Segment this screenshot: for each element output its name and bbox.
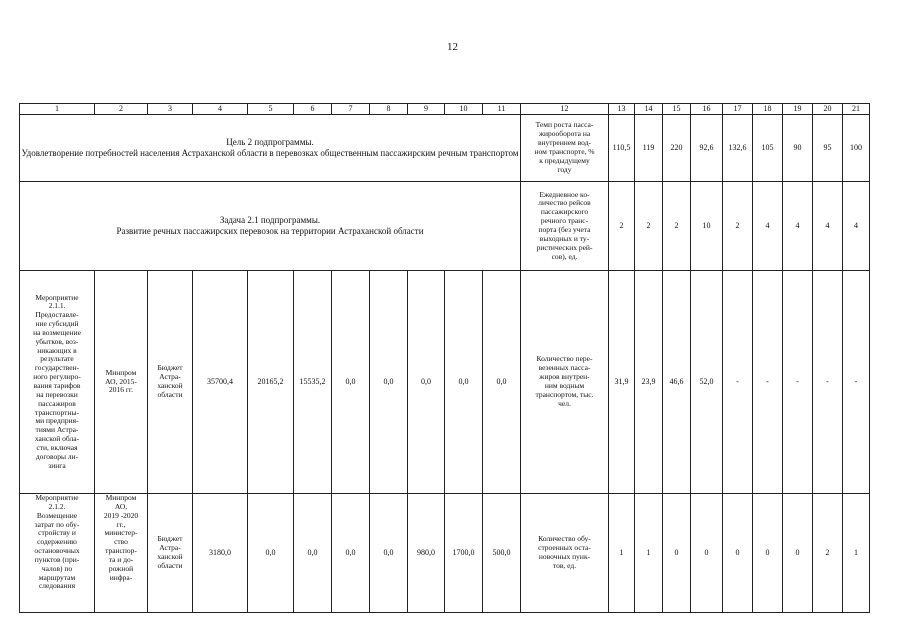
activity-amount: 0,0 bbox=[445, 271, 483, 494]
header-cell: 6 bbox=[294, 104, 332, 115]
activity-source: Бюджет Астра- ханской области bbox=[148, 494, 193, 613]
activity-source: Бюджет Астра- ханской области bbox=[148, 271, 193, 494]
activity-value: - bbox=[753, 271, 783, 494]
task-value: 4 bbox=[753, 182, 783, 271]
goal-value: 132,6 bbox=[723, 115, 753, 182]
header-cell: 21 bbox=[843, 104, 870, 115]
task-value: 4 bbox=[843, 182, 870, 271]
header-cell: 19 bbox=[783, 104, 813, 115]
goal-row bbox=[20, 115, 870, 182]
activity-value: 46,6 bbox=[663, 271, 691, 494]
page-number: 12 bbox=[447, 41, 458, 53]
activity-amount: 15535,2 bbox=[294, 271, 332, 494]
activity-amount: 500,0 bbox=[483, 494, 521, 613]
activity-value: 2 bbox=[813, 494, 843, 613]
goal-title: Цель 2 подпрограммы. Удовлетворение потребностей населения Астраханской области в перевозках общественным пассажирским речным транспортом bbox=[20, 115, 521, 182]
task-value: 2 bbox=[609, 182, 635, 271]
activity-value: - bbox=[783, 271, 813, 494]
header-row bbox=[20, 104, 870, 115]
activity-value: 1 bbox=[635, 494, 663, 613]
activity-value: 0 bbox=[691, 494, 723, 613]
activity-row bbox=[20, 494, 870, 613]
activity-name: Мероприятие 2.1.2. Возмещение затрат по обу- стройству и содержению остановочных пунктов (при- чалов) по маршрутам следования bbox=[20, 494, 95, 613]
activity-amount: 0,0 bbox=[332, 271, 370, 494]
header-cell: 16 bbox=[691, 104, 723, 115]
header-cell: 17 bbox=[723, 104, 753, 115]
header-cell: 1 bbox=[20, 104, 95, 115]
goal-value: 119 bbox=[635, 115, 663, 182]
activity-value: 23,9 bbox=[635, 271, 663, 494]
goal-value: 95 bbox=[813, 115, 843, 182]
task-value: 2 bbox=[663, 182, 691, 271]
activity-amount: 0,0 bbox=[332, 494, 370, 613]
task-value: 10 bbox=[691, 182, 723, 271]
activity-name: Мероприятие 2.1.1. Предоставле- ние субсидий на возмещение убытков, воз- никающих в результате государствен- ного регулиро- вания тарифов на перевозки пассажиров транспортны- ми предприя- тиями Астра- ханской обла- сти, включая договоры ли- зинга bbox=[20, 271, 95, 494]
header-cell: 4 bbox=[193, 104, 248, 115]
activity-value: 52,0 bbox=[691, 271, 723, 494]
task-value: 2 bbox=[723, 182, 753, 271]
activity-amount: 980,0 bbox=[408, 494, 445, 613]
header-cell: 18 bbox=[753, 104, 783, 115]
goal-value: 92,6 bbox=[691, 115, 723, 182]
activity-amount: 0,0 bbox=[483, 271, 521, 494]
header-cell: 15 bbox=[663, 104, 691, 115]
header-cell: 3 bbox=[148, 104, 193, 115]
activity-value: 0 bbox=[723, 494, 753, 613]
activity-amount: 1700,0 bbox=[445, 494, 483, 613]
activity-value: - bbox=[723, 271, 753, 494]
activity-value: 31,9 bbox=[609, 271, 635, 494]
task-value: 4 bbox=[813, 182, 843, 271]
activity-value: 1 bbox=[843, 494, 870, 613]
goal-value: 105 bbox=[753, 115, 783, 182]
goal-value: 110,5 bbox=[609, 115, 635, 182]
activity-value: - bbox=[843, 271, 870, 494]
goal-indicator: Темп роста пасса- жирооборота на внутреннем вод- ном транспорте, % к предыдущему году bbox=[521, 115, 609, 182]
goal-value: 220 bbox=[663, 115, 691, 182]
activity-amount: 0,0 bbox=[370, 271, 408, 494]
header-cell: 20 bbox=[813, 104, 843, 115]
activity-executor: Минпром АО, 2019 -2020 гг., министер- ство транспор- та и до- рожной инфра- bbox=[95, 494, 148, 613]
activity-indicator: Количество обу- строенных оста- новочных пунк- тов, ед. bbox=[521, 494, 609, 613]
activity-amount: 0,0 bbox=[294, 494, 332, 613]
header-cell: 8 bbox=[370, 104, 408, 115]
activity-amount: 0,0 bbox=[248, 494, 294, 613]
goal-value: 100 bbox=[843, 115, 870, 182]
header-cell: 11 bbox=[483, 104, 521, 115]
task-indicator: Ежедневное ко- личество рейсов пассажирского речного транс- порта (без учета выходных и ту- ристических рей- сов), ед. bbox=[521, 182, 609, 271]
activity-amount: 0,0 bbox=[370, 494, 408, 613]
activity-amount: 0,0 bbox=[408, 271, 445, 494]
activity-amount: 35700,4 bbox=[193, 271, 248, 494]
activity-amount: 20165,2 bbox=[248, 271, 294, 494]
activity-value: 0 bbox=[663, 494, 691, 613]
activity-row bbox=[20, 271, 870, 494]
header-cell: 13 bbox=[609, 104, 635, 115]
header-cell: 7 bbox=[332, 104, 370, 115]
activity-value: 1 bbox=[609, 494, 635, 613]
activity-amount: 3180,0 bbox=[193, 494, 248, 613]
goal-value: 90 bbox=[783, 115, 813, 182]
subprogram-table bbox=[19, 103, 870, 613]
activity-value: - bbox=[813, 271, 843, 494]
activity-executor: Минпром АО, 2015- 2016 гг. bbox=[95, 271, 148, 494]
header-cell: 12 bbox=[521, 104, 609, 115]
header-cell: 9 bbox=[408, 104, 445, 115]
activity-indicator: Количество пере- везенных пасса- жиров внутрен- ним водным транспортом, тыс. чел. bbox=[521, 271, 609, 494]
task-row bbox=[20, 182, 870, 271]
header-cell: 10 bbox=[445, 104, 483, 115]
task-value: 2 bbox=[635, 182, 663, 271]
header-cell: 14 bbox=[635, 104, 663, 115]
header-cell: 2 bbox=[95, 104, 148, 115]
task-title: Задача 2.1 подпрограммы. Развитие речных пассажирских перевозок на территории Астраханской области bbox=[20, 182, 521, 271]
activity-value: 0 bbox=[783, 494, 813, 613]
task-value: 4 bbox=[783, 182, 813, 271]
header-cell: 5 bbox=[248, 104, 294, 115]
activity-value: 0 bbox=[753, 494, 783, 613]
